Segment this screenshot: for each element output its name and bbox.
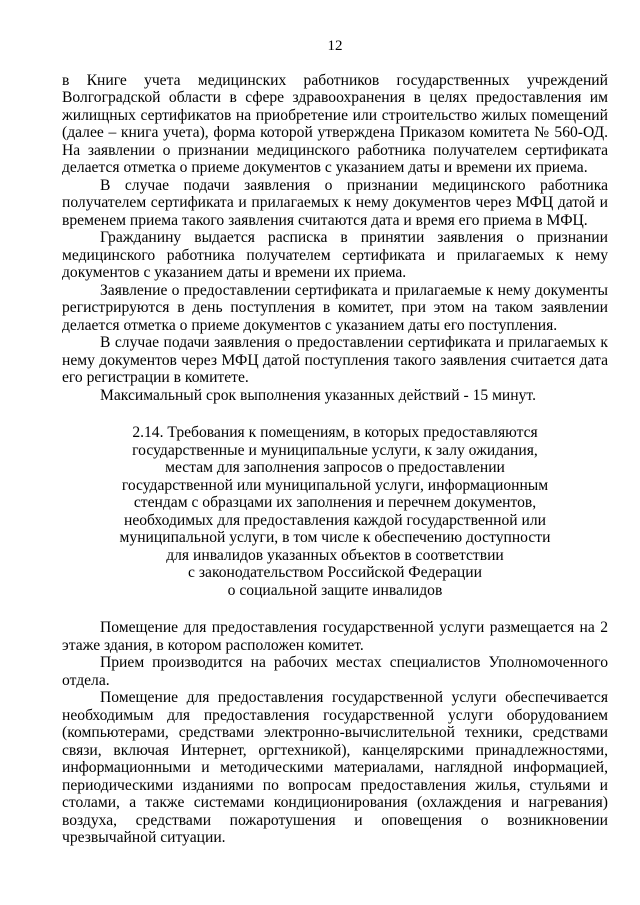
paragraph-max-time: Максимальный срок выполнения указанных действий - 15 минут. — [100, 386, 536, 404]
paragraph-premises-location: Помещение для предоставления государственной услуги размещается на 2 этаже здания, в котором расположен комитет. — [62, 619, 608, 654]
paragraph-mfc-registration: В случае подачи заявления о предоставлении сертификата и прилагаемых к нему документов через МФЦ датой поступления такого заявления считается дата его регистрации в комитете. — [62, 334, 608, 386]
heading-line: местам для заполнения запросов о предоставлении — [165, 459, 505, 476]
paragraph-equipment: Помещение для предоставления государственной услуги обеспечивается необходимым для предоставления государственной услуги оборудованием (компьютерами, средствами электронно-вычислительной техники, средствами связи, включая Интернет, оргтехникой), канцелярскими принадлежностями, информационными и методическими материалами, наглядной информацией, периодическими изданиями по вопросам предоставления жилья, стульями и столами, а также системами кондиционирования (охлаждения и нагревания) воздуха, средствами пожаротушения и оповещения о возникновении чрезвычайной ситуации. — [62, 689, 608, 846]
heading-line: необходимых для предоставления каждой государственной или — [123, 511, 547, 529]
paragraph-continuation: в Книге учета медицинских работников государственных учреждений Волгоградской области в сфере здравоохранения в целях предоставления им жилищных сертификатов на приобретение или строительство жилых помещений (далее – книга учета), форма которой утверждена Приказом комитета № 560-ОД. На заявлении о признании медицинского работника получателем сертификата делается отметка о приеме документов с указанием даты и времени их приема. — [62, 71, 608, 176]
heading-line: государственной или муниципальной услуги, информационным — [121, 476, 549, 494]
heading-line: государственные и муниципальные услуги, к залу ожидания, — [132, 441, 538, 459]
paragraph-receipt: Гражданину выдается расписка в принятии заявления о признании медицинского работника получателем сертификата и прилагаемых к нему документов с указанием даты и времени их приема. — [62, 229, 608, 281]
paragraph-registration: Заявление о предоставлении сертификата и прилагаемые к нему документы регистрируются в день поступления в комитет, при этом на таком заявлении делается отметка о приеме документов с указанием даты его поступления. — [62, 281, 608, 334]
section-heading — [82, 424, 588, 599]
page-number: 12 — [327, 38, 343, 54]
heading-line: 2.14. Требования к помещениям, в которых предоставляются — [132, 424, 538, 441]
heading-line: с законодательством Российской Федерации — [188, 564, 482, 581]
heading-line: о социальной защите инвалидов — [227, 581, 443, 599]
heading-line: стендам с образцами их заполнения и перечнем документов, — [133, 494, 537, 511]
heading-line: для инвалидов указанных объектов в соответствии — [166, 546, 504, 564]
paragraph-mfc-date: В случае подачи заявления о признании медицинского работника получателем сертификата и прилагаемых к нему документов через МФЦ датой и временем приема такого заявления считаются дата и время его приема в МФЦ. — [62, 176, 608, 229]
heading-line: муниципальной услуги, в том числе к обеспечению доступности — [119, 529, 551, 546]
paragraph-reception: Прием производится на рабочих местах специалистов Уполномоченного отдела. — [62, 654, 608, 689]
